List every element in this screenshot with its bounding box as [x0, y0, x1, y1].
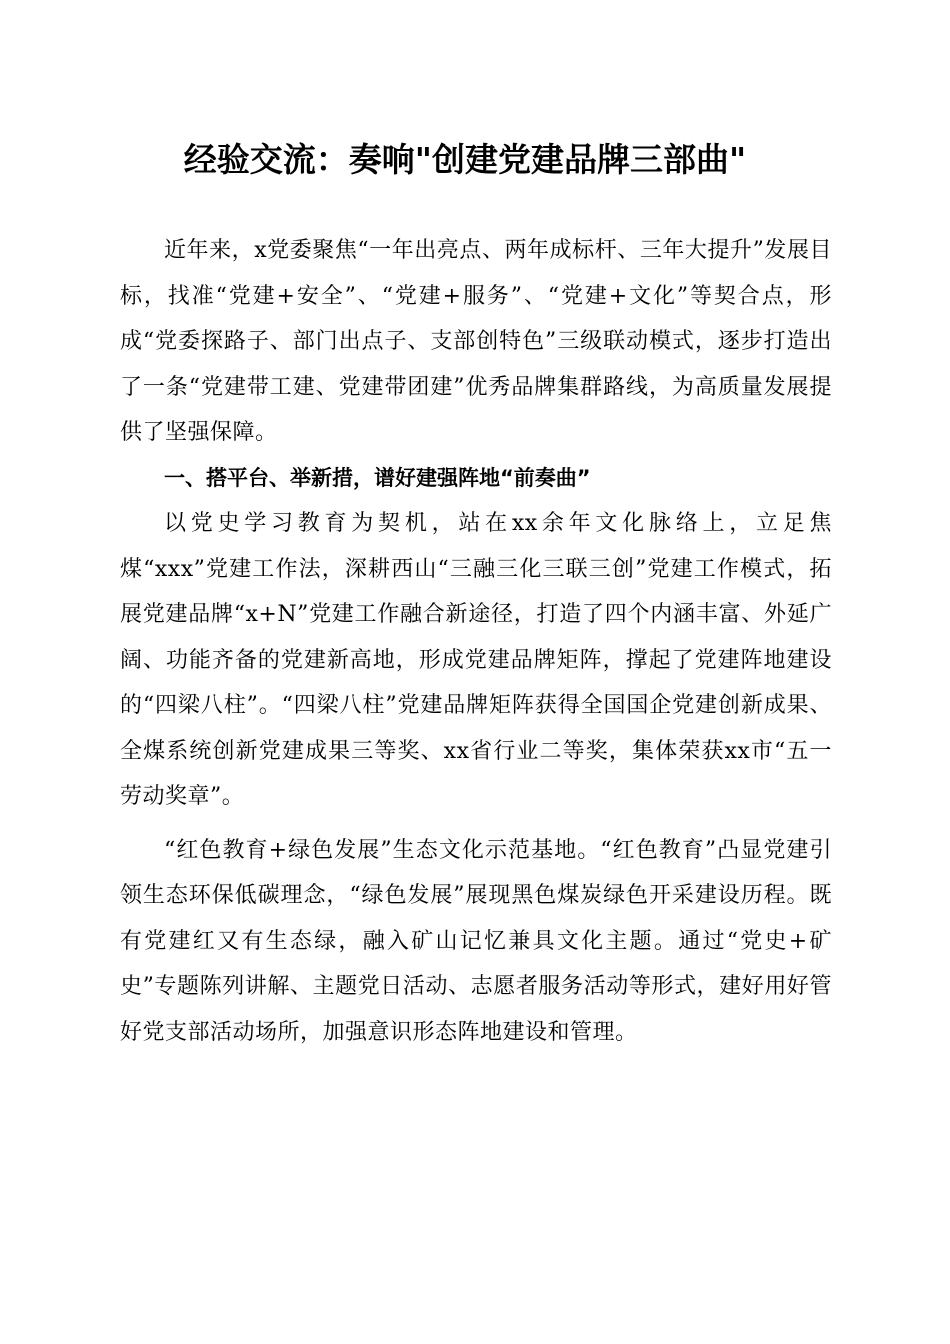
document-body: [120, 228, 832, 1055]
section-heading-1: 一、搭平台、举新措，谱好建强阵地“前奏曲”: [164, 465, 591, 490]
section-1-paragraph-1: 以党史学习教育为契机，站在xx余年文化脉络上，立足焦煤“xxx”党建工作法，深耕西山“三融三化三联三创”党建工作模式，拓展党建品牌“x+N”党建工作融合新途径，打造了四个内涵丰富、外延广阔、功能齐备的党建新高地，形成党建品牌矩阵，撑起了党建阵地建设的“四梁八柱”。“四梁八柱”党建品牌矩阵获得全国国企党建创新成果、全煤系统创新党建成果三等奖、xx省行业二等奖，集体荣获xx市“五一劳动奖章”。: [120, 511, 832, 809]
paragraph-spacer: [120, 820, 832, 828]
section-1-paragraph-2: “红色教育+绿色发展”生态文化示范基地。“红色教育”凸显党建引领生态环保低碳理念，“绿色发展”展现黑色煤炭绿色开采建设历程。既有党建红又有生态绿，融入矿山记忆兼具文化主题。通过“党史+矿史”专题陈列讲解、主题党日活动、志愿者服务活动等形式，建好用好管好党支部活动场所，加强意识形态阵地建设和管理。: [120, 837, 832, 1045]
document-title: 经验交流：奏响"创建党建品牌三部曲": [183, 140, 747, 179]
intro-paragraph: 近年来，x党委聚焦“一年出亮点、两年成标杆、三年大提升”发展目标，找准“党建+安全”、“党建+服务”、“党建+文化”等契合点，形成“党委探路子、部门出点子、支部创特色”三级联动模式，逐步打造出了一条“党建带工建、党建带团建”优秀品牌集群路线，为高质量发展提供了坚强保障。: [120, 238, 832, 445]
